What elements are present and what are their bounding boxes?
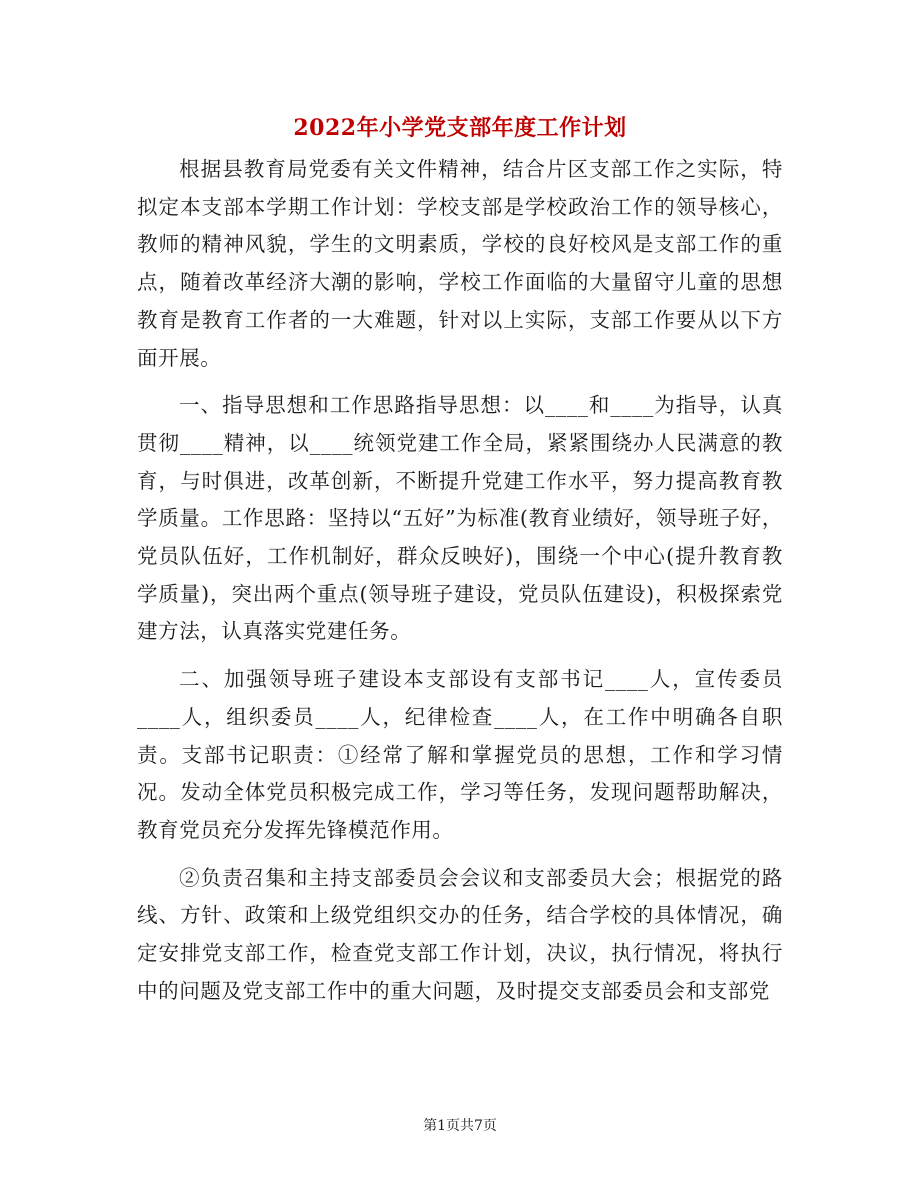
document-title: 2022年小学党支部年度工作计划	[293, 115, 627, 141]
paragraph-secretary-duties: ②负责召集和主持支部委员会会议和支部委员大会；根据党的路线、方针、政策和上级党组织交办的任务，结合学校的具体情况，确定安排党支部工作，检查党支部工作计划，决议，执行情况，将执行中的问题及党支部工作中的重大问题，及时提交支部委员会和支部党	[137, 865, 783, 1003]
page-number-footer: 第1页共7页	[423, 1118, 497, 1134]
document-body	[137, 151, 783, 1010]
paragraph-leadership-building: 二、加强领导班子建设本支部设有支部书记____人，宣传委员____人，组织委员____人，纪律检查____人，在工作中明确各自职责。支部书记职责：①经常了解和掌握党员的思想，工作和学习情况。发动全体党员积极完成工作，学习等任务，发现问题帮助解决，教育党员充分发挥先锋模范作用。	[137, 667, 783, 842]
paragraph-guiding-thought: 一、指导思想和工作思路指导思想：以____和____为指导，认真贯彻____精神，以____统领党建工作全局，紧紧围绕办人民满意的教育，与时俱进，改革创新，不断提升党建工作水平，努力提高教育教学质量。工作思路：坚持以“五好”为标准(教育业绩好，领导班子好，党员队伍好，工作机制好，群众反映好)，围绕一个中心(提升教育教学质量)，突出两个重点(领导班子建设，党员队伍建设)，积极探索党建方法，认真落实党建任务。	[137, 393, 783, 644]
paragraph-intro: 根据县教育局党委有关文件精神，结合片区支部工作之实际，特拟定本支部本学期工作计划：学校支部是学校政治工作的领导核心，教师的精神风貌，学生的文明素质，学校的良好校风是支部工作的重点，随着改革经济大潮的影响，学校工作面临的大量留守儿童的思想教育是教育工作者的一大难题，针对以上实际，支部工作要从以下方面开展。	[137, 157, 783, 370]
